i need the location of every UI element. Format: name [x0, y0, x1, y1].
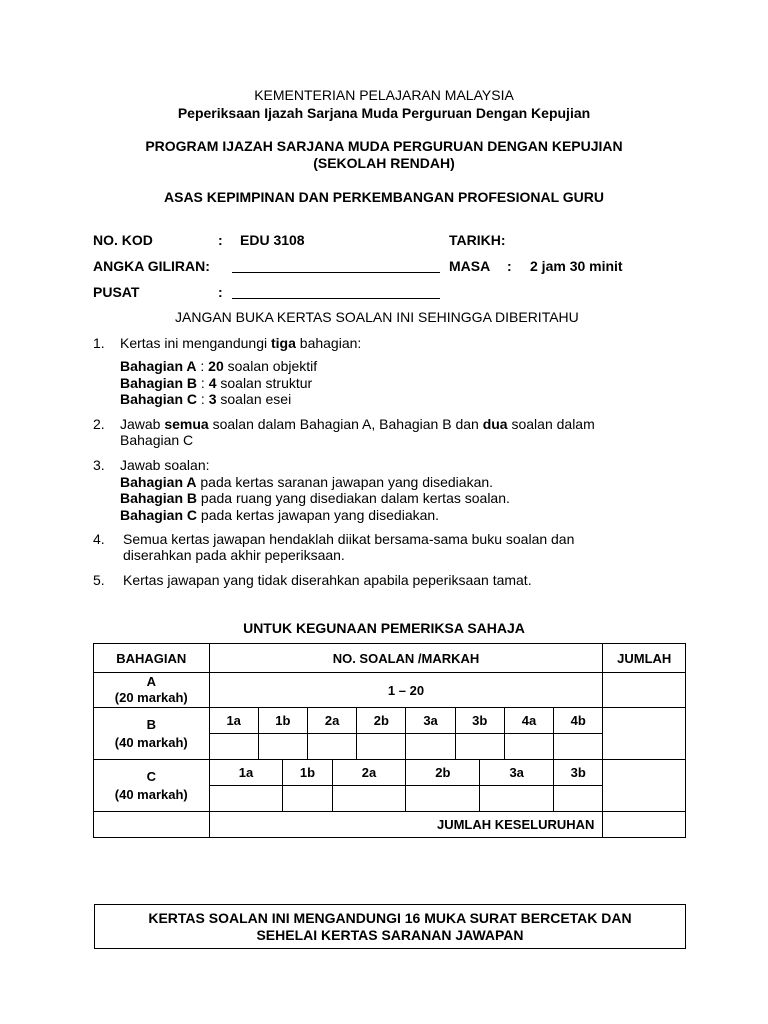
section-a-line: Bahagian A : 20 soalan objektif [120, 358, 318, 374]
c-question: 3b [554, 760, 603, 786]
instruction-5-number: 5. [93, 572, 105, 588]
instruction-3-b: Bahagian B pada ruang yang disediakan dalam kertas soalan. [120, 490, 510, 506]
instruction-2-line2: Bahagian C [120, 432, 194, 448]
instruction-2: Jawab semua soalan dalam Bahagian A, Bahagian B dan dua soalan dalam [120, 416, 595, 432]
angka-giliran-label: ANGKA GILIRAN: [93, 258, 210, 274]
b-question: 4a [504, 708, 553, 734]
b-question: 4b [554, 708, 603, 734]
c-mark-cell[interactable] [480, 786, 554, 812]
b-question: 2a [308, 708, 357, 734]
pusat-colon: : [218, 284, 223, 300]
c-question: 2b [406, 760, 480, 786]
grand-total-cell[interactable] [603, 812, 686, 838]
instruction-4-number: 4. [93, 531, 105, 547]
pusat-label: PUSAT [93, 284, 140, 300]
instruction-5: Kertas jawapan yang tidak diserahkan apabila peperiksaan tamat. [123, 572, 532, 588]
row-b-label: B (40 markah) [94, 708, 210, 760]
program-title: PROGRAM IJAZAH SARJANA MUDA PERGURUAN DENGAN KEPUJIAN [145, 138, 623, 154]
instruction-1-number: 1. [93, 335, 105, 351]
grand-total-label: JUMLAH KESELURUHAN [209, 812, 603, 838]
pusat-field[interactable] [232, 298, 440, 299]
b-mark-cell[interactable] [455, 734, 504, 760]
exam-name: Peperiksaan Ijazah Sarjana Muda Perguruan Dengan Kepujian [177, 105, 591, 121]
b-mark-cell[interactable] [357, 734, 406, 760]
header-jumlah: JUMLAH [603, 644, 686, 673]
b-mark-cell[interactable] [258, 734, 307, 760]
c-mark-cell[interactable] [332, 786, 406, 812]
page-count-notice [94, 904, 686, 949]
row-a-label: A (20 markah) [94, 673, 210, 708]
instruction-3: Jawab soalan: [120, 457, 210, 473]
page-count-line1: KERTAS SOALAN INI MENGANDUNGI 16 MUKA SURAT BERCETAK DAN [148, 909, 632, 926]
kod-colon: : [218, 232, 223, 248]
tarikh-label: TARIKH: [449, 232, 506, 248]
instruction-3-a: Bahagian A pada kertas saranan jawapan yang disediakan. [120, 474, 494, 490]
b-question: 2b [357, 708, 406, 734]
marks-table [93, 643, 686, 838]
kod-value: EDU 3108 [240, 232, 305, 248]
c-mark-cell[interactable] [554, 786, 603, 812]
row-a-range: 1 – 20 [209, 673, 603, 708]
header-bahagian: BAHAGIAN [94, 644, 210, 673]
b-question: 1b [258, 708, 307, 734]
ministry-title: KEMENTERIAN PELAJARAN MALAYSIA [254, 87, 514, 103]
b-question: 3b [455, 708, 504, 734]
b-mark-cell[interactable] [209, 734, 258, 760]
row-c-total[interactable] [603, 760, 686, 812]
program-subtitle: (SEKOLAH RENDAH) [313, 155, 455, 171]
c-question: 2a [332, 760, 406, 786]
c-question: 3a [480, 760, 554, 786]
header-soalan: NO. SOALAN /MARKAH [209, 644, 603, 673]
instruction-4-line2: diserahkan pada akhir peperiksaan. [123, 547, 345, 563]
kod-label: NO. KOD [93, 232, 153, 248]
warning-text: JANGAN BUKA KERTAS SOALAN INI SEHINGGA DIBERITAHU [175, 309, 579, 325]
section-b-line: Bahagian B : 4 soalan struktur [120, 375, 313, 391]
instruction-1: Kertas ini mengandungi tiga bahagian: [120, 335, 362, 351]
b-mark-cell[interactable] [504, 734, 553, 760]
b-mark-cell[interactable] [308, 734, 357, 760]
page-count-line2: SEHELAI KERTAS SARANAN JAWAPAN [256, 926, 524, 943]
b-mark-cell[interactable] [406, 734, 455, 760]
angka-giliran-field[interactable] [232, 272, 440, 273]
masa-value: 2 jam 30 minit [530, 258, 623, 274]
row-b-total[interactable] [603, 708, 686, 760]
b-mark-cell[interactable] [554, 734, 603, 760]
masa-label: MASA [449, 258, 491, 274]
instruction-4-line1: Semua kertas jawapan hendaklah diikat bersama-sama buku soalan dan [123, 531, 575, 547]
subject-title: ASAS KEPIMPINAN DAN PERKEMBANGAN PROFESIONAL GURU [164, 189, 604, 205]
instruction-3-c: Bahagian C pada kertas jawapan yang disediakan. [120, 507, 440, 523]
instruction-3-number: 3. [93, 457, 105, 473]
masa-colon: : [507, 258, 512, 274]
section-c-line: Bahagian C : 3 soalan esei [120, 391, 292, 407]
c-mark-cell[interactable] [406, 786, 480, 812]
total-empty [94, 812, 210, 838]
c-question: 1a [209, 760, 283, 786]
c-question: 1b [283, 760, 332, 786]
row-a-total[interactable] [603, 673, 686, 708]
c-mark-cell[interactable] [283, 786, 332, 812]
b-question: 3a [406, 708, 455, 734]
instruction-2-number: 2. [93, 416, 105, 432]
b-question: 1a [209, 708, 258, 734]
examiner-title: UNTUK KEGUNAAN PEMERIKSA SAHAJA [243, 620, 525, 636]
row-c-label: C (40 markah) [94, 760, 210, 812]
c-mark-cell[interactable] [209, 786, 283, 812]
